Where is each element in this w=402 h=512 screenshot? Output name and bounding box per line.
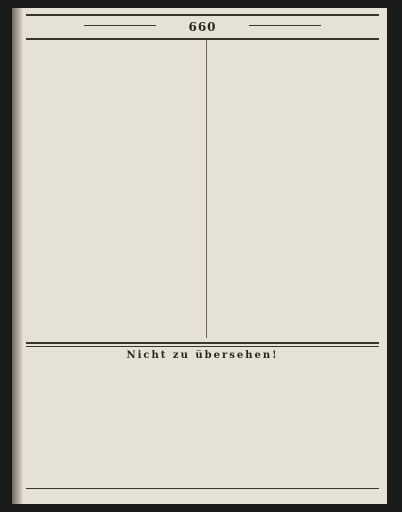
notice-body <box>26 366 379 486</box>
notice-line <box>26 461 379 467</box>
section-divider <box>26 342 379 344</box>
printer-imprint <box>26 490 379 500</box>
header-ornament-right <box>245 19 325 31</box>
book-binding-shadow <box>12 8 23 504</box>
notice-line <box>26 414 379 420</box>
notice-line <box>26 448 379 454</box>
header-ornament-left <box>80 19 160 31</box>
notice-heading: Nicht zu übersehen! <box>126 350 279 361</box>
page-header <box>26 14 379 40</box>
notice-line <box>26 420 379 426</box>
notice-line <box>26 366 379 372</box>
notice-line <box>26 407 379 413</box>
right-column <box>203 40 379 338</box>
ornament-line <box>249 25 321 26</box>
page-number: 660 <box>188 20 217 34</box>
notice-line <box>26 400 379 406</box>
notice-section <box>26 350 379 486</box>
notice-line <box>26 454 379 460</box>
footer-divider <box>26 488 379 489</box>
notice-line <box>26 380 379 386</box>
notice-line <box>26 373 379 379</box>
section-divider-thin <box>26 346 379 347</box>
notice-line <box>26 393 379 399</box>
notice-line <box>26 427 379 433</box>
ornament-line <box>84 25 156 26</box>
notice-line <box>26 441 379 447</box>
notice-line <box>26 434 379 440</box>
notice-line <box>26 386 379 392</box>
left-column <box>26 40 202 338</box>
newspaper-page <box>12 8 387 504</box>
notice-line <box>26 468 379 474</box>
notice-line <box>26 475 379 481</box>
body-columns <box>26 40 379 338</box>
notice-line <box>26 482 379 486</box>
